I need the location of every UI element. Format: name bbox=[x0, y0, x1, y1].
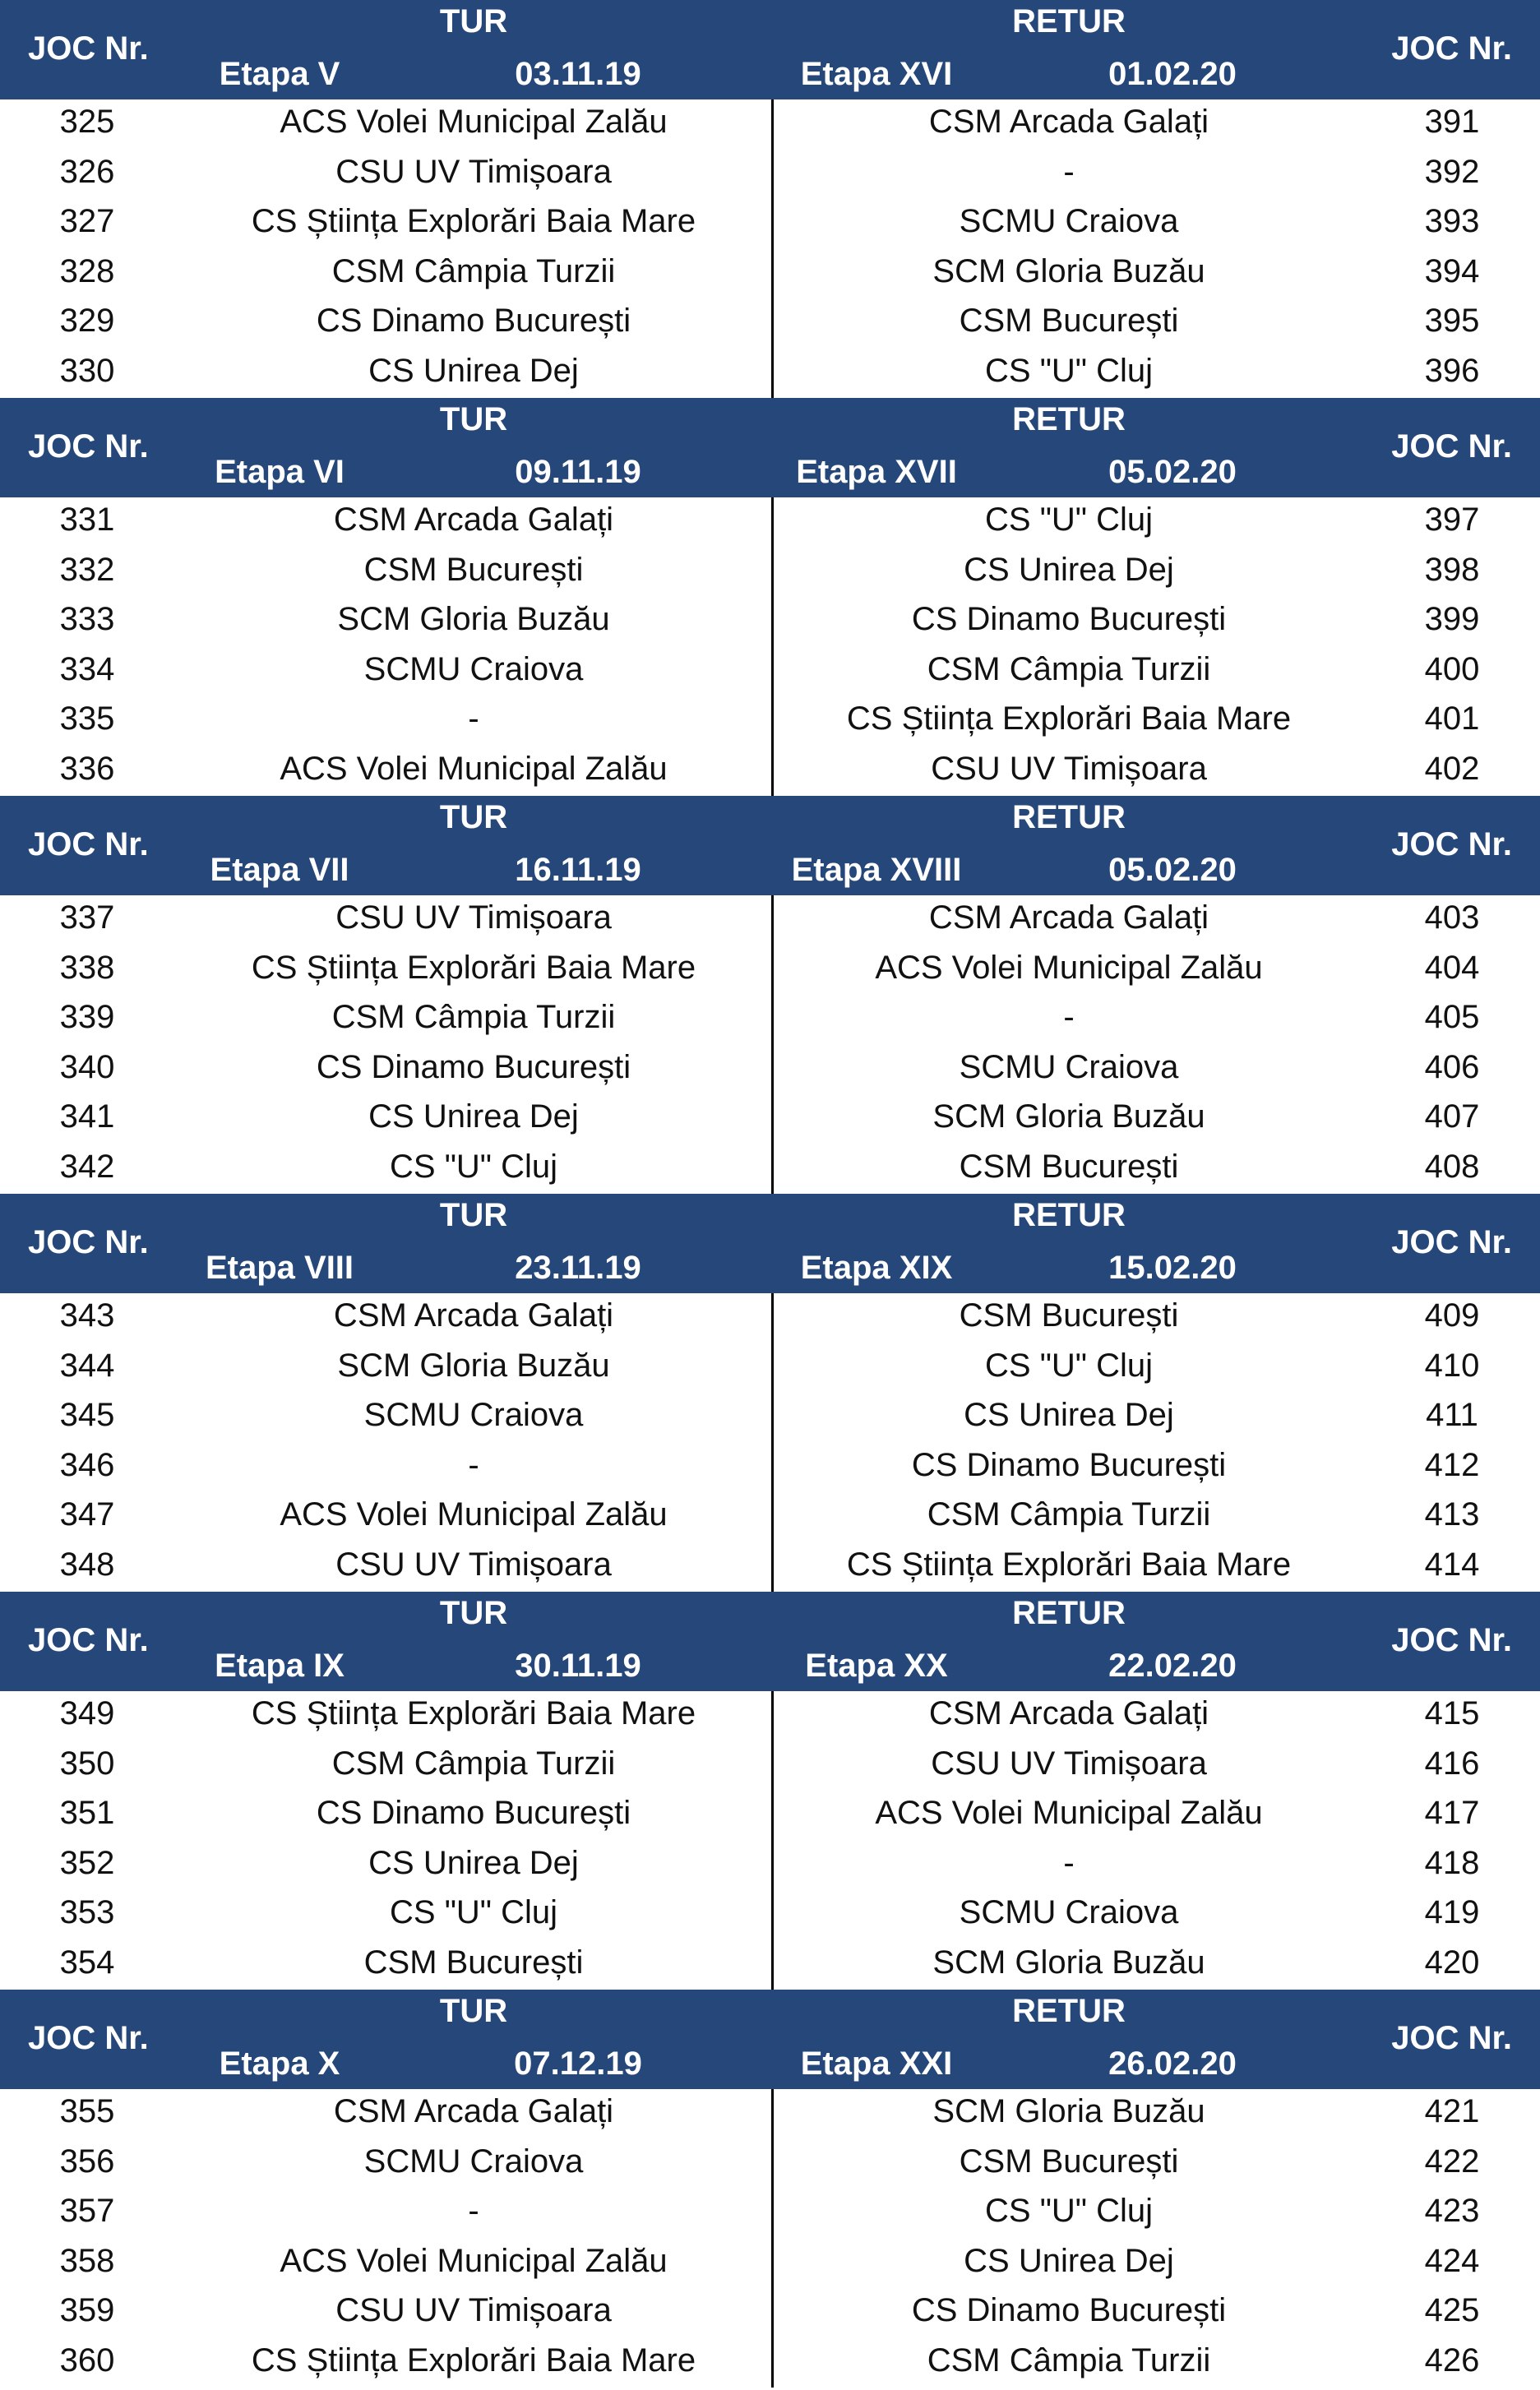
match-row bbox=[0, 1492, 1540, 1542]
game-number-tur: 342 bbox=[59, 1148, 115, 1185]
game-number-tur: 356 bbox=[59, 2143, 115, 2180]
match-row bbox=[0, 1393, 1540, 1443]
game-number-tur: 337 bbox=[59, 899, 115, 936]
game-number-retur: 417 bbox=[1424, 1795, 1480, 1831]
match-row bbox=[0, 99, 1540, 150]
game-number-retur: 409 bbox=[1424, 1297, 1480, 1334]
game-number-retur: 391 bbox=[1424, 104, 1480, 140]
joc-nr-label-right: JOC Nr. bbox=[1391, 1622, 1512, 1658]
team-tur: CS Dinamo București bbox=[316, 1795, 631, 1831]
match-row bbox=[0, 945, 1540, 996]
team-retur: - bbox=[1063, 153, 1075, 190]
match-row bbox=[0, 1144, 1540, 1195]
game-number-retur: 396 bbox=[1424, 352, 1480, 389]
team-retur: CS Unirea Dej bbox=[964, 2242, 1174, 2279]
team-tur: CSM Arcada Galați bbox=[333, 2093, 614, 2129]
game-number-tur: 344 bbox=[59, 1347, 115, 1384]
team-tur: CSU UV Timișoara bbox=[335, 899, 612, 936]
team-retur: CS Unirea Dej bbox=[964, 551, 1174, 588]
team-retur: SCM Gloria Buzău bbox=[932, 2093, 1205, 2129]
game-number-tur: 351 bbox=[59, 1795, 115, 1831]
etapa-tur: Etapa X bbox=[219, 2046, 340, 2082]
joc-nr-label-left: JOC Nr. bbox=[28, 826, 149, 862]
game-number-tur: 326 bbox=[59, 153, 115, 190]
game-number-retur: 402 bbox=[1424, 750, 1480, 787]
team-tur: CS "U" Cluj bbox=[390, 1148, 557, 1185]
match-row bbox=[0, 1841, 1540, 1891]
team-tur: SCMU Craiova bbox=[363, 2143, 584, 2180]
date-tur: 23.11.19 bbox=[515, 1250, 641, 1286]
team-tur: CS Știința Explorări Baia Mare bbox=[251, 949, 696, 986]
game-number-retur: 410 bbox=[1424, 1347, 1480, 1384]
game-number-retur: 393 bbox=[1424, 203, 1480, 239]
game-number-tur: 328 bbox=[59, 252, 115, 289]
tur-label: TUR bbox=[439, 1993, 508, 2029]
match-row bbox=[0, 1343, 1540, 1394]
team-tur: CS Unirea Dej bbox=[368, 352, 579, 389]
game-number-retur: 416 bbox=[1424, 1745, 1480, 1782]
team-retur: ACS Volei Municipal Zalău bbox=[875, 1795, 1263, 1831]
team-tur: CS Știința Explorări Baia Mare bbox=[251, 1695, 696, 1731]
etapa-tur: Etapa VI bbox=[215, 454, 345, 490]
game-number-retur: 400 bbox=[1424, 650, 1480, 687]
game-number-retur: 407 bbox=[1424, 1098, 1480, 1135]
team-retur: CS Știința Explorări Baia Mare bbox=[846, 700, 1292, 737]
team-retur: - bbox=[1063, 999, 1075, 1035]
game-number-tur: 355 bbox=[59, 2093, 115, 2129]
etapa-tur: Etapa V bbox=[219, 56, 340, 92]
round-block bbox=[0, 0, 1540, 398]
match-row bbox=[0, 249, 1540, 299]
match-row bbox=[0, 2139, 1540, 2189]
team-retur: SCM Gloria Buzău bbox=[932, 1098, 1205, 1135]
date-tur: 07.12.19 bbox=[514, 2046, 642, 2082]
match-row bbox=[0, 2288, 1540, 2338]
date-retur: 05.02.20 bbox=[1108, 852, 1237, 888]
team-tur: - bbox=[468, 1446, 479, 1483]
team-tur: ACS Volei Municipal Zalău bbox=[280, 104, 668, 140]
team-retur: - bbox=[1063, 1844, 1075, 1881]
team-tur: - bbox=[468, 700, 479, 737]
match-row bbox=[0, 647, 1540, 697]
etapa-retur: Etapa XVIII bbox=[791, 852, 962, 888]
game-number-tur: 358 bbox=[59, 2242, 115, 2279]
retur-label: RETUR bbox=[1012, 3, 1126, 39]
game-number-tur: 359 bbox=[59, 2292, 115, 2328]
team-retur: CSU UV Timișoara bbox=[931, 750, 1207, 787]
game-number-retur: 412 bbox=[1424, 1446, 1480, 1483]
etapa-tur: Etapa VII bbox=[210, 852, 349, 888]
team-tur: CSM Arcada Galați bbox=[333, 502, 614, 538]
team-retur: CSM București bbox=[959, 1148, 1179, 1185]
game-number-tur: 348 bbox=[59, 1546, 115, 1583]
game-number-tur: 332 bbox=[59, 551, 115, 588]
game-number-retur: 405 bbox=[1424, 999, 1480, 1035]
team-retur: CSM Arcada Galați bbox=[928, 899, 1209, 936]
game-number-retur: 413 bbox=[1424, 1496, 1480, 1532]
team-tur: CS Știința Explorări Baia Mare bbox=[251, 203, 696, 239]
team-retur: CS "U" Cluj bbox=[985, 352, 1153, 389]
team-tur: CS Dinamo București bbox=[316, 1048, 631, 1085]
team-retur: CSU UV Timișoara bbox=[931, 1745, 1207, 1782]
round-block bbox=[0, 398, 1540, 796]
game-number-tur: 353 bbox=[59, 1894, 115, 1930]
joc-nr-label-left: JOC Nr. bbox=[28, 1622, 149, 1658]
game-number-retur: 426 bbox=[1424, 2341, 1480, 2378]
match-row bbox=[0, 995, 1540, 1045]
team-tur: SCM Gloria Buzău bbox=[337, 1347, 610, 1384]
etapa-retur: Etapa XVI bbox=[800, 56, 953, 92]
team-tur: CSU UV Timișoara bbox=[335, 153, 612, 190]
round-block bbox=[0, 796, 1540, 1194]
team-retur: CSM București bbox=[959, 1297, 1179, 1334]
game-number-tur: 343 bbox=[59, 1297, 115, 1334]
game-number-tur: 357 bbox=[59, 2193, 115, 2229]
team-retur: CS Știința Explorări Baia Mare bbox=[846, 1546, 1292, 1583]
game-number-tur: 349 bbox=[59, 1695, 115, 1731]
team-retur: CSM Arcada Galați bbox=[928, 104, 1209, 140]
match-row bbox=[0, 747, 1540, 797]
game-number-tur: 327 bbox=[59, 203, 115, 239]
etapa-retur: Etapa XVII bbox=[796, 454, 957, 490]
date-retur: 05.02.20 bbox=[1108, 454, 1237, 490]
team-retur: CS Unirea Dej bbox=[964, 1397, 1174, 1433]
etapa-tur: Etapa VIII bbox=[205, 1250, 354, 1286]
game-number-tur: 346 bbox=[59, 1446, 115, 1483]
team-tur: CSM Câmpia Turzii bbox=[331, 252, 616, 289]
match-row bbox=[0, 1741, 1540, 1791]
game-number-retur: 425 bbox=[1424, 2292, 1480, 2328]
team-tur: CS Unirea Dej bbox=[368, 1098, 579, 1135]
round-block bbox=[0, 1194, 1540, 1592]
game-number-retur: 408 bbox=[1424, 1148, 1480, 1185]
game-number-retur: 418 bbox=[1424, 1844, 1480, 1881]
team-retur: SCM Gloria Buzău bbox=[932, 252, 1205, 289]
team-tur: CSU UV Timișoara bbox=[335, 1546, 612, 1583]
match-row bbox=[0, 1890, 1540, 1940]
etapa-retur: Etapa XXI bbox=[800, 2046, 953, 2082]
round-header bbox=[0, 796, 1540, 895]
team-tur: CSM Arcada Galați bbox=[333, 1297, 614, 1334]
team-tur: SCMU Craiova bbox=[363, 650, 584, 687]
date-tur: 16.11.19 bbox=[515, 852, 641, 888]
joc-nr-label-right: JOC Nr. bbox=[1391, 1224, 1512, 1260]
team-retur: SCMU Craiova bbox=[959, 1894, 1179, 1930]
joc-nr-label-left: JOC Nr. bbox=[28, 2020, 149, 2056]
match-row bbox=[0, 1293, 1540, 1343]
date-tur: 30.11.19 bbox=[515, 1648, 641, 1684]
round-header bbox=[0, 398, 1540, 497]
game-number-retur: 420 bbox=[1424, 1944, 1480, 1981]
round-header bbox=[0, 1194, 1540, 1293]
round-block bbox=[0, 1990, 1540, 2388]
game-number-retur: 394 bbox=[1424, 252, 1480, 289]
game-number-tur: 341 bbox=[59, 1098, 115, 1135]
retur-label: RETUR bbox=[1012, 1197, 1126, 1233]
tur-label: TUR bbox=[439, 401, 508, 437]
match-row bbox=[0, 150, 1540, 200]
match-row bbox=[0, 1443, 1540, 1493]
team-tur: SCMU Craiova bbox=[363, 1397, 584, 1433]
match-row bbox=[0, 597, 1540, 647]
team-retur: CSM Câmpia Turzii bbox=[927, 2341, 1211, 2378]
team-retur: CSM București bbox=[959, 303, 1179, 339]
match-row bbox=[0, 2089, 1540, 2139]
game-number-tur: 330 bbox=[59, 352, 115, 389]
match-row bbox=[0, 548, 1540, 598]
date-retur: 22.02.20 bbox=[1108, 1648, 1237, 1684]
round-header bbox=[0, 0, 1540, 99]
round-block bbox=[0, 1592, 1540, 1990]
game-number-tur: 340 bbox=[59, 1048, 115, 1085]
team-retur: SCMU Craiova bbox=[959, 203, 1179, 239]
team-retur: CS Dinamo București bbox=[911, 2292, 1227, 2328]
team-tur: CS Știința Explorări Baia Mare bbox=[251, 2341, 696, 2378]
match-row bbox=[0, 199, 1540, 249]
game-number-tur: 354 bbox=[59, 1944, 115, 1981]
game-number-retur: 398 bbox=[1424, 551, 1480, 588]
game-number-retur: 423 bbox=[1424, 2193, 1480, 2229]
game-number-retur: 397 bbox=[1424, 502, 1480, 538]
joc-nr-label-right: JOC Nr. bbox=[1391, 826, 1512, 862]
team-tur: CS "U" Cluj bbox=[390, 1894, 557, 1930]
match-row bbox=[0, 1691, 1540, 1741]
joc-nr-label-right: JOC Nr. bbox=[1391, 30, 1512, 67]
team-retur: CSM Arcada Galați bbox=[928, 1695, 1209, 1731]
game-number-tur: 325 bbox=[59, 104, 115, 140]
match-row bbox=[0, 2239, 1540, 2289]
retur-label: RETUR bbox=[1012, 1993, 1126, 2029]
game-number-retur: 424 bbox=[1424, 2242, 1480, 2279]
team-retur: CS Dinamo București bbox=[911, 601, 1227, 637]
team-tur: CSM Câmpia Turzii bbox=[331, 1745, 616, 1782]
joc-nr-label-right: JOC Nr. bbox=[1391, 2020, 1512, 2056]
etapa-retur: Etapa XIX bbox=[800, 1250, 953, 1286]
team-retur: CS "U" Cluj bbox=[985, 2193, 1153, 2229]
date-tur: 09.11.19 bbox=[515, 454, 641, 490]
match-row bbox=[0, 497, 1540, 548]
match-row bbox=[0, 298, 1540, 349]
game-number-retur: 411 bbox=[1426, 1397, 1478, 1433]
round-header bbox=[0, 1990, 1540, 2089]
team-tur: CS Unirea Dej bbox=[368, 1844, 579, 1881]
game-number-tur: 333 bbox=[59, 601, 115, 637]
game-number-retur: 419 bbox=[1424, 1894, 1480, 1930]
joc-nr-label-left: JOC Nr. bbox=[28, 1224, 149, 1260]
team-tur: CSU UV Timișoara bbox=[335, 2292, 612, 2328]
game-number-tur: 334 bbox=[59, 650, 115, 687]
retur-label: RETUR bbox=[1012, 1595, 1126, 1631]
game-number-retur: 401 bbox=[1424, 700, 1480, 737]
team-retur: ACS Volei Municipal Zalău bbox=[875, 949, 1263, 986]
retur-label: RETUR bbox=[1012, 799, 1126, 835]
team-tur: CS Dinamo București bbox=[316, 303, 631, 339]
joc-nr-label-left: JOC Nr. bbox=[28, 428, 149, 465]
match-row bbox=[0, 2189, 1540, 2239]
team-retur: CSM Câmpia Turzii bbox=[927, 650, 1211, 687]
match-row bbox=[0, 1094, 1540, 1144]
joc-nr-label-left: JOC Nr. bbox=[28, 30, 149, 67]
match-row bbox=[0, 696, 1540, 747]
team-tur: ACS Volei Municipal Zalău bbox=[280, 1496, 668, 1532]
game-number-tur: 335 bbox=[59, 700, 115, 737]
game-number-tur: 345 bbox=[59, 1397, 115, 1433]
tur-label: TUR bbox=[439, 1197, 508, 1233]
game-number-retur: 415 bbox=[1424, 1695, 1480, 1731]
game-number-tur: 347 bbox=[59, 1496, 115, 1532]
team-tur: SCM Gloria Buzău bbox=[337, 601, 610, 637]
date-retur: 15.02.20 bbox=[1108, 1250, 1237, 1286]
team-retur: CSM Câmpia Turzii bbox=[927, 1496, 1211, 1532]
round-header bbox=[0, 1592, 1540, 1691]
game-number-retur: 404 bbox=[1424, 949, 1480, 986]
game-number-retur: 421 bbox=[1424, 2093, 1480, 2129]
date-retur: 26.02.20 bbox=[1108, 2046, 1237, 2082]
date-tur: 03.11.19 bbox=[515, 56, 641, 92]
game-number-retur: 392 bbox=[1424, 153, 1480, 190]
team-tur: CSM București bbox=[363, 1944, 584, 1981]
game-number-retur: 403 bbox=[1424, 899, 1480, 936]
team-tur: ACS Volei Municipal Zalău bbox=[280, 2242, 668, 2279]
match-row bbox=[0, 349, 1540, 399]
game-number-tur: 329 bbox=[59, 303, 115, 339]
game-number-tur: 336 bbox=[59, 750, 115, 787]
tur-label: TUR bbox=[439, 1595, 508, 1631]
match-row bbox=[0, 2338, 1540, 2388]
game-number-tur: 338 bbox=[59, 949, 115, 986]
game-number-retur: 406 bbox=[1424, 1048, 1480, 1085]
game-number-retur: 422 bbox=[1424, 2143, 1480, 2180]
tur-label: TUR bbox=[439, 799, 508, 835]
game-number-retur: 414 bbox=[1424, 1546, 1480, 1583]
joc-nr-label-right: JOC Nr. bbox=[1391, 428, 1512, 465]
game-number-tur: 352 bbox=[59, 1844, 115, 1881]
game-number-retur: 395 bbox=[1424, 303, 1480, 339]
etapa-retur: Etapa XX bbox=[805, 1648, 948, 1684]
match-row bbox=[0, 1045, 1540, 1095]
game-number-tur: 360 bbox=[59, 2341, 115, 2378]
game-number-tur: 350 bbox=[59, 1745, 115, 1782]
tur-label: TUR bbox=[439, 3, 508, 39]
retur-label: RETUR bbox=[1012, 401, 1126, 437]
team-retur: CS "U" Cluj bbox=[985, 502, 1153, 538]
team-retur: CSM București bbox=[959, 2143, 1179, 2180]
match-row bbox=[0, 895, 1540, 945]
team-retur: SCM Gloria Buzău bbox=[932, 1944, 1205, 1981]
team-retur: SCMU Craiova bbox=[959, 1048, 1179, 1085]
team-tur: - bbox=[468, 2193, 479, 2229]
team-retur: CS Dinamo București bbox=[911, 1446, 1227, 1483]
game-number-tur: 339 bbox=[59, 999, 115, 1035]
team-tur: CSM Câmpia Turzii bbox=[331, 999, 616, 1035]
match-row bbox=[0, 1791, 1540, 1841]
date-retur: 01.02.20 bbox=[1108, 56, 1237, 92]
team-retur: CS "U" Cluj bbox=[985, 1347, 1153, 1384]
team-tur: CSM București bbox=[363, 551, 584, 588]
game-number-tur: 331 bbox=[59, 502, 115, 538]
team-tur: ACS Volei Municipal Zalău bbox=[280, 750, 668, 787]
match-row bbox=[0, 1940, 1540, 1990]
match-row bbox=[0, 1542, 1540, 1593]
game-number-retur: 399 bbox=[1424, 601, 1480, 637]
etapa-tur: Etapa IX bbox=[215, 1648, 345, 1684]
